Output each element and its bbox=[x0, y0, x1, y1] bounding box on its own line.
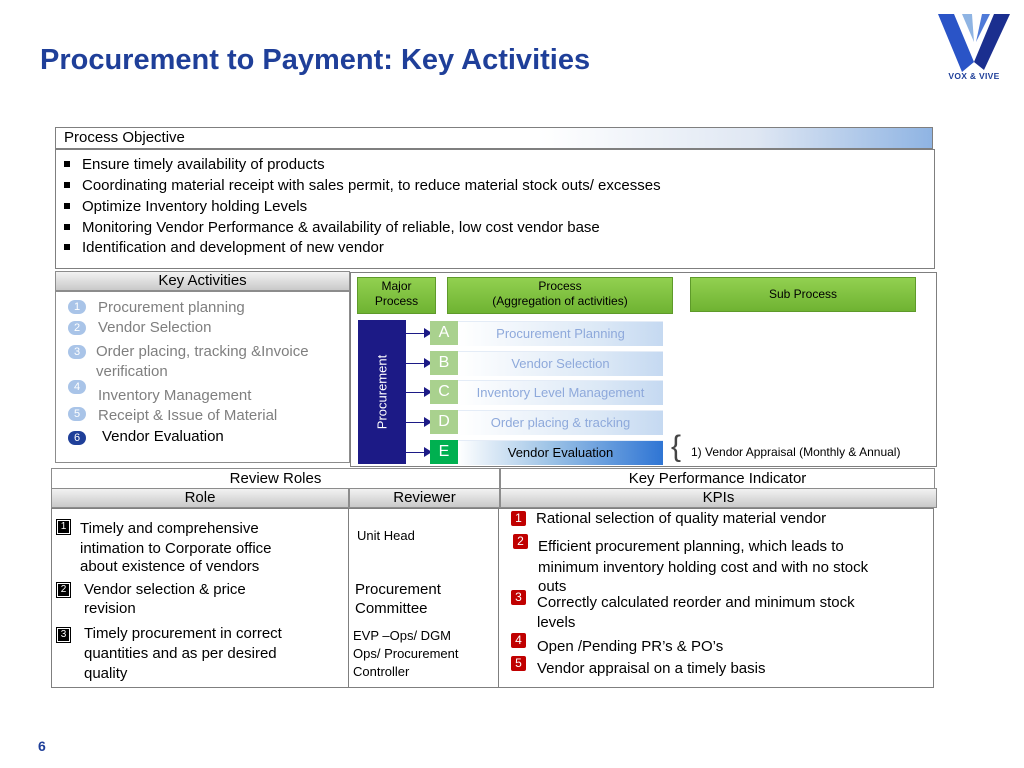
reviewer-text: Controller bbox=[353, 664, 410, 679]
activity-item: Order placing, tracking &Invoice bbox=[96, 343, 309, 360]
role-column-header: Role bbox=[51, 488, 349, 508]
process-objective-header bbox=[55, 127, 933, 149]
reviewer-text: EVP –Ops/ DGM bbox=[353, 628, 452, 643]
role-text: intimation to Corporate office bbox=[80, 540, 272, 557]
activity-item: Procurement planning bbox=[98, 299, 245, 316]
major-process-header: Major Process bbox=[357, 277, 436, 314]
process-letter: C bbox=[430, 380, 458, 404]
role-text: about existence of vendors bbox=[80, 558, 260, 575]
kpi-number: 2 bbox=[513, 534, 528, 549]
role-text: revision bbox=[84, 600, 136, 617]
process-letter: B bbox=[430, 351, 458, 375]
reviewer-text: Ops/ Procurement bbox=[353, 646, 459, 661]
activity-item-continued: verification bbox=[96, 363, 168, 380]
objective-bullet: Identification and development of new vendor bbox=[64, 239, 384, 256]
kpi-number: 1 bbox=[511, 511, 526, 526]
process-row: Procurement Planning bbox=[458, 321, 663, 346]
role-number: 1 bbox=[57, 520, 70, 534]
process-row-active: Vendor Evaluation bbox=[458, 440, 663, 465]
activity-number: 3 bbox=[68, 345, 86, 359]
page-number: 6 bbox=[38, 738, 46, 754]
process-row: Inventory Level Management bbox=[458, 380, 663, 405]
reviewer-text: Unit Head bbox=[357, 528, 415, 543]
activity-item: Inventory Management bbox=[98, 387, 252, 404]
activity-number: 2 bbox=[68, 321, 86, 335]
kpi-text: minimum inventory holding cost and with no stock bbox=[538, 559, 869, 576]
role-text: Timely and comprehensive bbox=[80, 520, 259, 537]
role-text: quantities and as per desired bbox=[84, 645, 277, 662]
activity-number-active: 6 bbox=[68, 431, 86, 445]
activity-number: 4 bbox=[68, 380, 86, 394]
process-objective-title: Process Objective bbox=[64, 129, 185, 146]
kpis-column-header: KPIs bbox=[500, 488, 937, 508]
procurement-label: Procurement bbox=[374, 354, 390, 430]
reviewer-text: Committee bbox=[355, 600, 428, 617]
connector-line bbox=[406, 422, 424, 423]
connector-line bbox=[406, 333, 424, 334]
brace-icon: { bbox=[671, 430, 682, 463]
kpi-number: 4 bbox=[511, 633, 526, 648]
objective-bullet: Monitoring Vendor Performance & availability of reliable, low cost vendor base bbox=[64, 219, 600, 236]
kpi-text: Rational selection of quality material vendor bbox=[536, 510, 827, 527]
kpi-text: outs bbox=[538, 578, 567, 595]
role-number: 2 bbox=[57, 583, 70, 597]
kpi-number: 5 bbox=[511, 656, 526, 671]
kpi-number: 3 bbox=[511, 590, 526, 605]
review-roles-header: Review Roles bbox=[51, 468, 500, 489]
process-letter-active: E bbox=[430, 440, 458, 464]
activity-number: 5 bbox=[68, 407, 86, 421]
logo-text: VOX & VIVE bbox=[948, 71, 1000, 81]
process-row: Vendor Selection bbox=[458, 351, 663, 376]
role-text: quality bbox=[84, 665, 128, 682]
process-letter: A bbox=[430, 321, 458, 345]
connector-line bbox=[406, 452, 424, 453]
kpi-text: Open /Pending PR’s & PO’s bbox=[537, 638, 724, 655]
kpi-text: Efficient procurement planning, which leads to bbox=[538, 538, 844, 555]
activity-item: Vendor Selection bbox=[98, 319, 212, 336]
process-objective-box bbox=[55, 149, 935, 269]
process-header: Process (Aggregation of activities) bbox=[447, 277, 673, 314]
role-text: Vendor selection & price bbox=[84, 581, 246, 598]
objective-bullet: Optimize Inventory holding Levels bbox=[64, 198, 307, 215]
objective-bullet: Ensure timely availability of products bbox=[64, 156, 325, 173]
reviewer-column-header: Reviewer bbox=[349, 488, 500, 508]
kpi-text: Correctly calculated reorder and minimum stock bbox=[537, 594, 855, 611]
reviewer-text: Procurement bbox=[355, 581, 441, 598]
key-activities-header: Key Activities bbox=[55, 271, 350, 291]
column-divider bbox=[348, 508, 349, 688]
objective-bullet: Coordinating material receipt with sales permit, to reduce material stock outs/ excesses bbox=[64, 177, 661, 194]
kpi-header: Key Performance Indicator bbox=[500, 468, 935, 489]
activity-number: 1 bbox=[68, 300, 86, 314]
process-row: Order placing & tracking bbox=[458, 410, 663, 435]
kpi-text: levels bbox=[537, 614, 576, 631]
process-letter: D bbox=[430, 410, 458, 434]
connector-line bbox=[406, 363, 424, 364]
role-number: 3 bbox=[57, 628, 70, 642]
connector-line bbox=[406, 392, 424, 393]
activity-item: Receipt & Issue of Material bbox=[98, 407, 278, 424]
activity-item-active: Vendor Evaluation bbox=[102, 428, 224, 445]
sub-process-header: Sub Process bbox=[690, 277, 916, 312]
column-divider bbox=[498, 508, 499, 688]
sub-process-item: 1) Vendor Appraisal (Monthly & Annual) bbox=[691, 445, 901, 459]
kpi-text: Vendor appraisal on a timely basis bbox=[537, 660, 766, 677]
page-title: Procurement to Payment: Key Activities bbox=[40, 44, 591, 76]
role-text: Timely procurement in correct bbox=[84, 625, 282, 642]
key-activities-box bbox=[55, 291, 350, 463]
